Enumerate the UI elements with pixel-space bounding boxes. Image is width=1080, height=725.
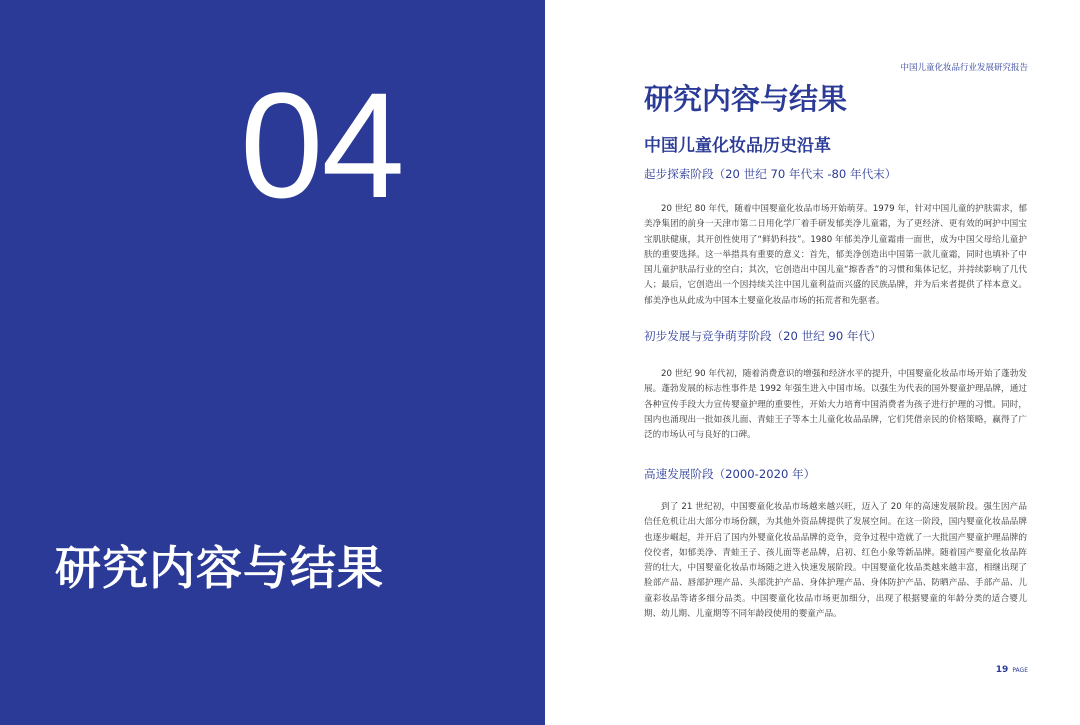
stage-paragraph-1: 20 世纪 80 年代，随着中国婴童化妆品市场开始萌芽。1979 年，针对中国儿童的护肤需求，郁美净集团的前身一天津市第二日用化学厂着手研发郁美净儿童霜，为了更经济、更有效的呵护中国宝宝肌肤健康，其开创性使用了“鲜奶科技”。1980 年郁美净儿童霜甫一面世，成为中国父母给儿童护肤的重要选择。这一举措具有重要的意义：首先，郁美净创造出中国第一款儿童霜，同时也填补了中国儿童护肤品行业的空白；其次，它创造出中国儿童“擦香香”的习惯和集体记忆，并持续影响了几代人；最后，它创造出一个因持续关注中国儿童利益而兴盛的民族品牌，并为后来者提供了样本意义。郁美净也从此成为中国本土婴童化妆品市场的拓荒者和先驱者。 bbox=[644, 204, 1027, 306]
chapter-title: 研究内容与结果 bbox=[55, 541, 384, 595]
stage-heading-3: 高速发展阶段（2000-2020 年） bbox=[644, 467, 816, 481]
subsection-title: 中国儿童化妆品历史沿革 bbox=[644, 136, 831, 156]
stage-heading-1: 起步探索阶段（20 世纪 70 年代末 -80 年代末） bbox=[644, 167, 897, 181]
content-page bbox=[545, 0, 1080, 725]
page-number bbox=[996, 665, 1028, 675]
chapter-number: 04 bbox=[240, 61, 403, 229]
stage-paragraph-3: 到了 21 世纪初，中国婴童化妆品市场越来越兴旺，迈入了 20 年的高速发展阶段。强生因产品信任危机让出大部分市场份额，为其他外资品牌提供了发展空间。在这一阶段，国内婴童化妆品品牌也逐步崛起，并开启了国内外婴童化妆品品牌的竞争，竞争过程中造就了一大批国产婴童护理品牌的佼佼者，如郁美净、青蛙王子、孩儿面等老品牌，启初、红色小象等新品牌。随着国产婴童化妆品阵营的壮大，中国婴童化妆品市场随之进入快速发展阶段。中国婴童化妆品类越来越丰富，相继出现了脸部产品、唇部护理产品、头部洗护产品、身体护理产品、身体防护产品、防晒产品、手部产品、儿童彩妆品等诸多细分品类。中国婴童化妆品市场更加细分，出现了根据婴童的年龄分类的适合婴儿期、幼儿期、儿童期等不同年龄段使用的婴童产品。 bbox=[644, 502, 1027, 620]
section-title: 研究内容与结果 bbox=[644, 82, 848, 116]
stage-paragraph-2: 20 世纪 90 年代初，随着消费意识的增强和经济水平的提升，中国婴童化妆品市场开始了蓬勃发展。蓬勃发展的标志性事件是 1992 年强生进入中国市场。以强生为代表的国外婴童护理品牌，通过各种宣传手段大力宣传婴童护理的重要性，开始大力培育中国消费者为孩子进行护理的习惯。同时，国内也涌现出一批如孩儿面、青蛙王子等本土儿童化妆品品牌，它们凭借亲民的价格策略，赢得了广泛的市场认可与良好的口碑。 bbox=[644, 369, 1027, 441]
stage-heading-2: 初步发展与竞争萌芽阶段（20 世纪 90 年代） bbox=[644, 329, 882, 343]
page-label: PAGE bbox=[1012, 667, 1028, 674]
page-number-value: 19 bbox=[995, 665, 1009, 675]
running-header: 中国儿童化妆品行业发展研究报告 bbox=[900, 63, 1028, 73]
